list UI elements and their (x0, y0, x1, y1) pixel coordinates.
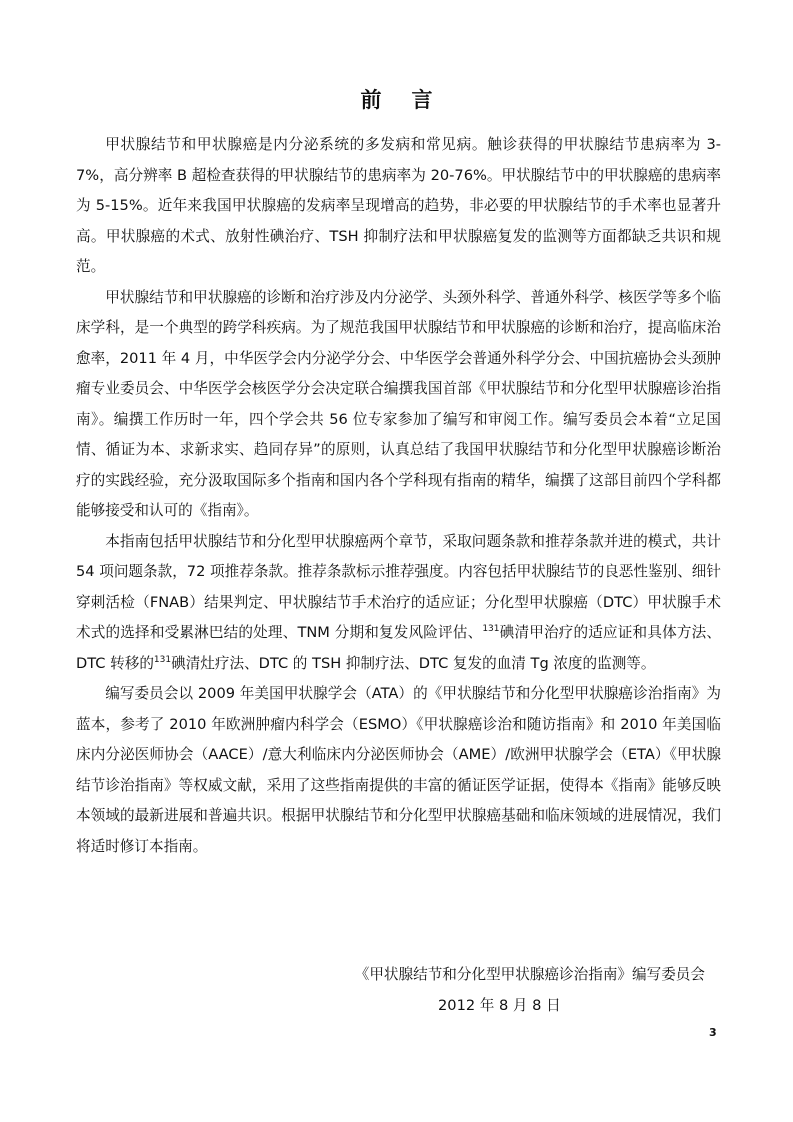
paragraph-3 (76, 527, 721, 680)
superscript-131-a: 131 (482, 624, 500, 634)
paragraph-3-part-c: 碘清灶疗法、DTC 的 TSH 抑制疗法、DTC 复发的血清 Tg 浓度的监测等。 (171, 654, 656, 672)
title-char-2: 言 (411, 88, 433, 112)
title-char-1: 前 (360, 88, 382, 112)
paragraph-4: 编写委员会以 2009 年美国甲状腺学会（ATA）的《甲状腺结节和分化型甲状腺癌诊治指南》为蓝本，参考了 2010 年欧洲肿瘤内科学会（ESMO）《甲状腺癌诊治和随访指南》和 2010 年美国临床内分泌医师协会（AACE）/意大利临床内分泌医师协会（AME）/欧洲甲状腺学会（ETA）《甲状腺结节诊治指南》等权威文献，采用了这些指南提供的丰富的循证医学证据，使得本《指南》能够反映本领域的最新进展和普遍共识。根据甲状腺结节和分化型甲状腺癌基础和临床领域的进展情况，我们将适时修订本指南。 (76, 685, 721, 855)
superscript-131-b: 131 (153, 654, 172, 665)
page-number: 3 (709, 1026, 717, 1039)
signature-line: 《甲状腺结节和分化型甲状腺癌诊治指南》编写委员会 (354, 966, 705, 983)
date-line: 2012 年 8 月 8 日 (438, 997, 561, 1014)
page-title (0, 84, 793, 114)
preface-body (76, 130, 721, 862)
paragraph-2: 甲状腺结节和甲状腺癌的诊断和治疗涉及内分泌学、头颈外科学、普通外科学、核医学等多个临床学科，是一个典型的跨学科疾病。为了规范我国甲状腺结节和甲状腺癌的诊断和治疗，提高临床治愈率，2011 年 4 月，中华医学会内分泌学分会、中华医学会普通外科学分会、中国抗癌协会头颈肿瘤专业委员会、中华医学会核医学分会决定联合编撰我国首部《甲状腺结节和分化型甲状腺癌诊治指南》。编撰工作历时一年，四个学会共 56 位专家参加了编写和审阅工作。编写委员会本着“立足国情、循证为本、求新求实、趋同存异”的原则，认真总结了我国甲状腺结节和分化型甲状腺癌诊断治疗的实践经验，充分汲取国际多个指南和国内各个学科现有指南的精华，编撰了这部目前四个学科都能够接受和认可的《指南》。 (76, 288, 721, 519)
paragraph-3-part-b: 碘清甲治疗的适应证和具体方法、DTC 转移的 (76, 624, 721, 672)
paragraph-3-part-a: 本指南包括甲状腺结节和分化型甲状腺癌两个章节，采取问题条款和推荐条款并进的模式，共计 54 项问题条款，72 项推荐条款。推荐条款标示推荐强度。内容包括甲状腺结节的良恶性鉴别、细针穿刺活检（FNAB）结果判定、甲状腺结节手术治疗的适应证；分化型甲状腺癌（DTC）甲状腺手术术式的选择和受累淋巴结的处理、TNM 分期和复发风险评估、 (76, 532, 721, 641)
paragraph-1: 甲状腺结节和甲状腺癌是内分泌系统的多发病和常见病。触诊获得的甲状腺结节患病率为 3-7%，高分辨率 B 超检查获得的甲状腺结节的患病率为 20-76%。甲状腺结节中的甲状腺癌的患病率为 5-15%。近年来我国甲状腺癌的发病率呈现增高的趋势，非必要的甲状腺结节的手术率也显著升高。甲状腺癌的术式、放射性碘治疗、TSH 抑制疗法和甲状腺癌复发的监测等方面都缺乏共识和规范。 (76, 136, 721, 275)
